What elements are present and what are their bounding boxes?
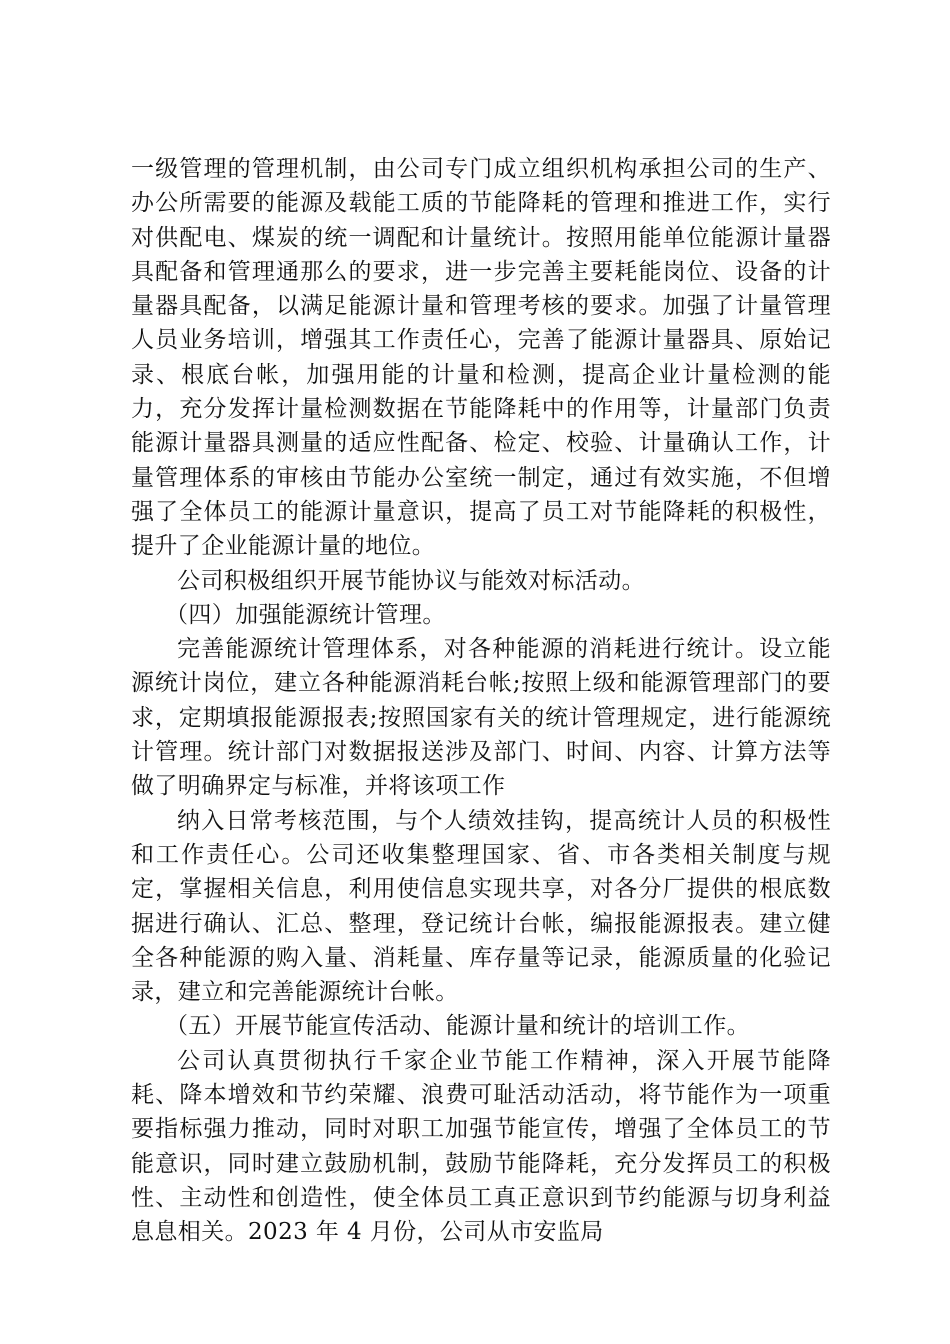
paragraph-metering-management: 一级管理的管理机制，由公司专门成立组织机构承担公司的生产、办公所需要的能源及载能工质的节能降耗的管理和推进工作，实行对供配电、煤炭的统一调配和计量统计。按照用能单位能源计量器具配备和管理通那么的要求，进一步完善主要耗能岗位、设备的计量器具配备，以满足能源计量和管理考核的要求。加强了计量管理人员业务培训，增强其工作责任心，完善了能源计量器具、原始记录、根底台帐，加强用能的计量和检测，提高企业计量检测的能力，充分发挥计量检测数据在节能降耗中的作用等，计量部门负责能源计量器具测量的适应性配备、检定、校验、计量确认工作，计量管理体系的审核由节能办公室统一制定，通过有效实施，不但增强了全体员工的能源计量意识，提高了员工对节能降耗的积极性，提升了企业能源计量的地位。 xyxy=(131,156,831,560)
document-page xyxy=(131,152,831,1250)
paragraph-assessment: 纳入日常考核范围，与个人绩效挂钩，提高统计人员的积极性和工作责任心。公司还收集整理国家、省、市各类相关制度与规定，掌握相关信息，利用使信息实现共享，对各分厂提供的根底数据进行确认、汇总、整理，登记统计台帐，编报能源报表。建立健全各种能源的购入量、消耗量、库存量等记录，能源质量的化验记录，建立和完善能源统计台帐。 xyxy=(131,807,831,1006)
section-heading-training: （五）开展节能宣传活动、能源计量和统计的培训工作。 xyxy=(165,1013,750,1040)
paragraph-statistics-system: 完善能源统计管理体系，对各种能源的消耗进行统计。设立能源统计岗位，建立各种能源消耗台帐;按照上级和能源管理部门的要求，定期填报能源报表;按照国家有关的统计管理规定，进行能源统计管理。统计部门对数据报送涉及部门、时间、内容、计算方法等做了明确界定与标准，并将该项工作 xyxy=(131,636,831,800)
paragraph-benchmarking: 公司积极组织开展节能协议与能效对标活动。 xyxy=(177,567,645,594)
paragraph-publicity: 公司认真贯彻执行千家企业节能工作精神，深入开展节能降耗、降本增效和节约荣耀、浪费可耻活动活动，将节能作为一项重要指标强力推动，同时对职工加强节能宣传，增强了全体员工的节能意识，同时建立鼓励机制，鼓励节能降耗，充分发挥员工的积极性、主动性和创造性，使全体员工真正意识到节约能源与切身利益息息相关。2023 年 4 月份，公司从市安监局 xyxy=(131,1047,831,1246)
section-heading-statistics: （四）加强能源统计管理。 xyxy=(165,601,446,628)
